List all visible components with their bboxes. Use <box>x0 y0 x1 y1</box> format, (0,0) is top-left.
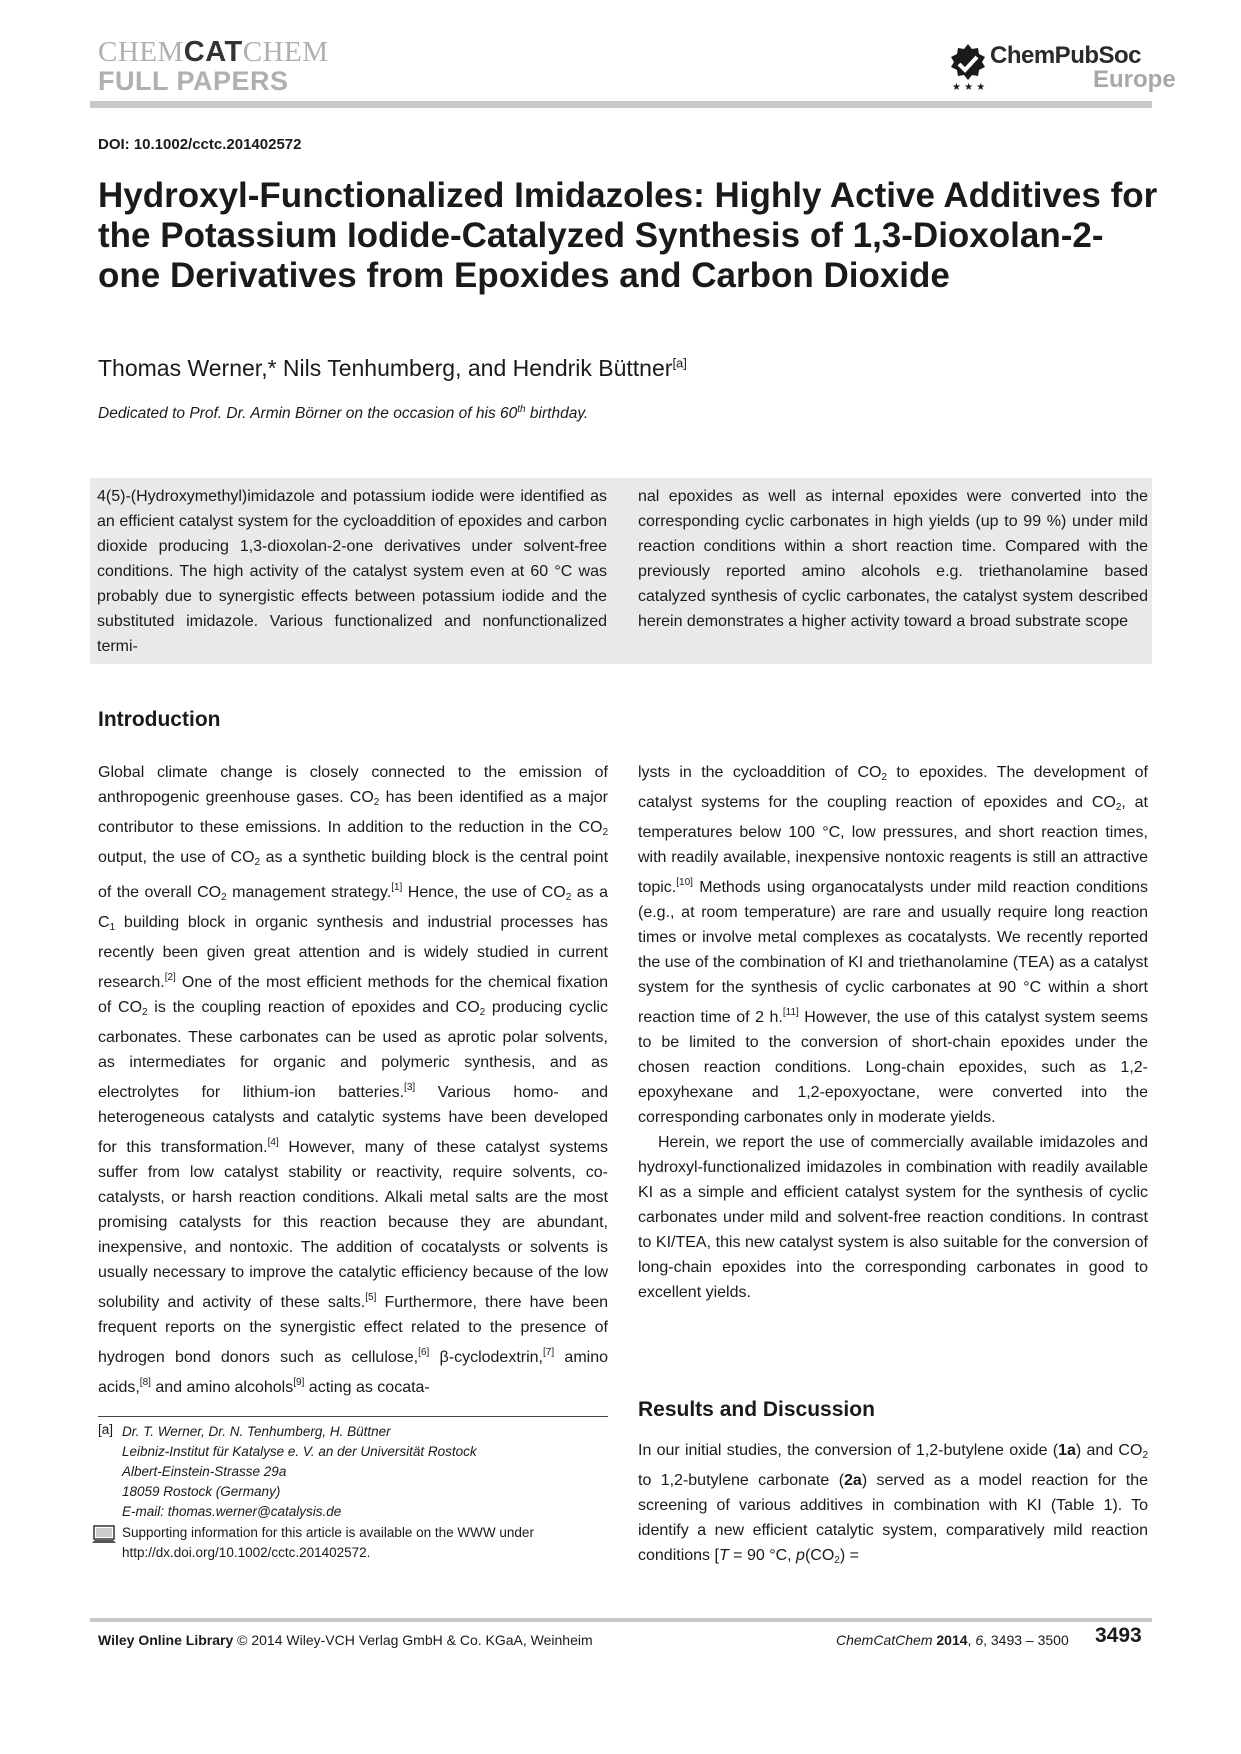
authors: Thomas Werner,* Nils Tenhumberg, and Hendrik Büttner[a] <box>98 355 687 381</box>
introduction-heading: Introduction <box>98 708 221 731</box>
logo-text-sub: Europe <box>1093 66 1176 93</box>
svg-text:★ ★ ★: ★ ★ ★ <box>952 82 986 93</box>
dedication: Dedicated to Prof. Dr. Armin Börner on the occasion of his 60th birthday. <box>98 404 589 423</box>
intro-paragraph-2: Herein, we report the use of commercially available imidazoles and hydroxyl-functionalized imidazoles in combination with readily available KI as a simple and efficient catalyst system for the synthesis of cyclic carbonates under mild and solvent-free reaction conditions. In contrast to KI/TEA, this new catalyst system is also suitable for the conversion of long-chain epoxides into the corresponding carbonates in good to excellent yields. <box>638 1134 1148 1301</box>
supporting-info-note: Supporting information for this article is available on the WWW under http://dx.doi.org/10.1002/cctc.201402572. <box>122 1525 534 1560</box>
results-text: In our initial studies, the conversion of 1,2-butylene oxide (1a) and $CO_2$ to 1,2-butylene carbonate (2a) served as a model reaction for the screening of various additives in combination with KI (Table 1). To identify a new efficient catalytic system, comparatively mild reaction conditions [T = 90 °C, $p(CO_2)$ = <box>638 1442 1149 1566</box>
intro-right-column: lysts in the cycloaddition of $CO_2$ to epoxides. The development of catalyst systems for the coupling reaction of epoxides and $CO_2$, at temperatures below 100 °C, low pressures, and short reaction times, with readily available, inexpensive nontoxic reagents is still an attractive topic.[10] Methods using organocatalysts under mild reaction conditions (e.g., at room temperature) are rare and usually require long reaction times or involve metal complexes as cocatalysts. We recently reported the use of the combination of KI and triethanolamine (TEA) as a catalyst system for the synthesis of cyclic carbonates at 90 °C within a short reaction time of 2 h.[11] However, the use of this catalyst system seems to be limited to the conversion of short-chain epoxides under the chosen reaction conditions. Long-chain epoxides, such as 1,2-epoxyhexane and 1,2-epoxyoctane, were converted into the corresponding carbonates only in moderate yields. Herein, we report the use of commercially available imidazoles and hydroxyl-functionalized imidazoles in combination with readily available KI as a simple and efficient catalyst system for the synthesis of cyclic carbonates under mild and solvent-free reaction conditions. In contrast to KI/TEA, this new catalyst system is also suitable for the conversion of long-chain epoxides into the corresponding carbonates in good to excellent yields. <box>638 760 1148 1305</box>
doi[interactable]: DOI: 10.1002/cctc.201402572 <box>98 136 302 153</box>
article-title: Hydroxyl-Functionalized Imidazoles: Highly Active Additives for the Potassium Iodide-Catalyzed Synthesis of 1,3-Dioxolan-2-one Derivatives from Epoxides and Carbon Dioxide <box>98 176 1158 295</box>
computer-icon <box>92 1525 116 1545</box>
page-number: 3493 <box>1095 1624 1142 1647</box>
wiley-library-link[interactable]: Wiley Online Library <box>98 1632 234 1648</box>
results-heading: Results and Discussion <box>638 1398 875 1421</box>
footer-copyright: Wiley Online Library © 2014 Wiley-VCH Verlag GmbH & Co. KGaA, Weinheim <box>98 1632 593 1648</box>
footnote-tag: [a] <box>98 1422 114 1437</box>
footer-divider <box>90 1618 1152 1622</box>
abstract-left: 4(5)-(Hydroxymethyl)imidazole and potassium iodide were identified as an efficient catalyst system for the cycloaddition of epoxides and carbon dioxide producing 1,3-dioxolan-2-one derivatives under solvent-free conditions. The high activity of the catalyst system even at 60 °C was probably due to synergistic effects between potassium iodide and the substituted imidazole. Various functionalized and nonfunctionalized termi- <box>97 488 607 655</box>
journal-name: CHEMCATCHEM <box>98 36 329 68</box>
section-label: FULL PAPERS <box>98 66 289 96</box>
logo-text-main: ChemPubSoc <box>990 42 1142 69</box>
abstract-right: nal epoxides as well as internal epoxides were converted into the corresponding cyclic carbonates in high yields (up to 99 %) under mild reaction conditions within a short reaction time. Compared with the previously reported amino alcohols e.g. triethanolamine based catalyzed synthesis of cyclic carbonates, the catalyst system described herein demonstrates a higher activity toward a broad substrate scope <box>638 488 1148 630</box>
footnote-divider <box>98 1416 608 1417</box>
intro-left-column: Global climate change is closely connected to the emission of anthropogenic greenhouse gases. $CO_2$ has been identified as a major contributor to these emissions. In addition to the reduction in the $CO_2$ output, the use of $CO_2$ as a synthetic building block is the central point of the overall $CO_2$ management strategy.[1] Hence, the use of $CO_2$ as a $C_1$ building block in organic synthesis and industrial processes has recently been given great attention and is widely studied in current research.[2] One of the most efficient methods for the chemical fixation of $CO_2$ is the coupling reaction of epoxides and $CO_2$ producing cyclic carbonates. These carbonates can be used as aprotic polar solvents, as intermediates for organic and polymeric synthesis, and as electrolytes for lithium-ion batteries.[3] Various homo- and heterogeneous catalysts and catalytic systems have been developed for this transformation.[4] However, many of these catalyst systems suffer from low catalyst stability or reactivity, require solvents, co-catalysts, or harsh reaction conditions. Alkali metal salts are the most promising catalysts for this reaction because they are abundant, inexpensive, and nontoxic. The addition of cocatalysts or solvents is usually necessary to improve the catalytic efficiency because of the low solubility and activity of these salts.[5] Furthermore, there have been frequent reports on the synergistic effect related to the presence of hydrogen bond donors such as cellulose,[6] β-cyclodextrin,[7] amino acids,[8] and amino alcohols[9] acting as cocata- <box>98 764 609 1396</box>
affiliation-footnote: Dr. T. Werner, Dr. N. Tenhumberg, H. Büttner Leibniz-Institut für Katalyse e. V. an der Universität Rostock Albert-Einstein-Strasse 29a 18059 Rostock (Germany) E-mail: thomas.werner@catalysis.de <box>122 1424 477 1519</box>
header-divider <box>90 101 1152 108</box>
footer-citation: ChemCatChem 2014, 6, 3493 – 3500 <box>836 1632 1069 1648</box>
